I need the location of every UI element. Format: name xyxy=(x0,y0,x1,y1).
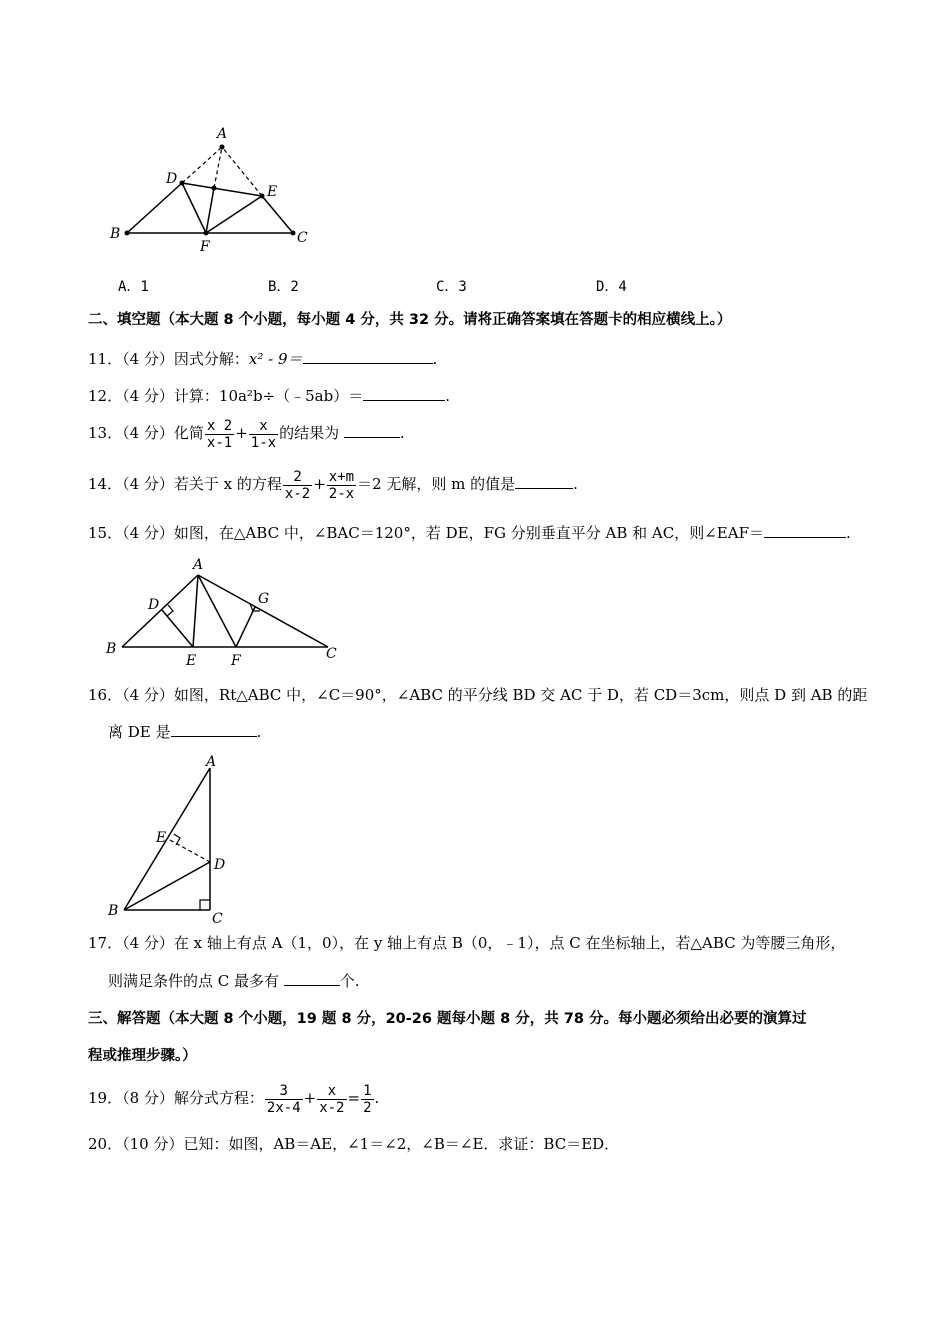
figure-q10 xyxy=(100,120,330,255)
section-3-title-line-1: 三、解答题（本大题 8 个小题，19 题 8 分，20-26 题每小题 8 分，共 78 分。每小题必须给出必要的演算过 xyxy=(88,1011,807,1027)
question-12 xyxy=(88,386,450,406)
question-19 xyxy=(88,1079,379,1117)
section-3-title-line-2: 程或推理步骤。） xyxy=(88,1048,197,1064)
label-E: E xyxy=(156,830,167,846)
figure-q16 xyxy=(100,752,240,927)
label-D: D xyxy=(214,857,226,873)
question-17-line-2 xyxy=(108,971,360,991)
label-A: A xyxy=(206,754,217,770)
q14-fraction-2 xyxy=(327,469,356,502)
q17-answer-blank[interactable] xyxy=(284,971,340,986)
label-F: F xyxy=(200,239,210,255)
q13-suffix: 的结果为 xyxy=(279,424,340,442)
q14-end: . xyxy=(573,475,578,493)
q13-answer-blank[interactable] xyxy=(344,423,400,438)
q14-f1-num: 2 xyxy=(283,469,312,486)
label-D: D xyxy=(166,171,178,187)
q13-fraction-2 xyxy=(249,418,278,451)
q14-suffix: ＝2 无解，则 m 的值是 xyxy=(357,475,516,493)
figure-q15 xyxy=(100,555,350,670)
q17-line2: 则满足条件的点 C 最多有 xyxy=(108,972,280,990)
q15-text: 15．（4 分）如图，在△ABC 中，∠BAC＝120°，若 DE，FG 分别垂直平分 AB 和 AC，则∠EAF＝ xyxy=(88,524,764,542)
label-E: E xyxy=(186,653,197,669)
question-14 xyxy=(88,465,578,503)
question-16-line-2 xyxy=(108,722,261,742)
option-d: D．4 xyxy=(596,279,627,295)
label-B: B xyxy=(106,641,117,657)
label-A: A xyxy=(217,126,228,142)
label-G: G xyxy=(258,591,270,607)
q16-end: . xyxy=(256,723,262,741)
option-b: B．2 xyxy=(268,279,299,295)
q16-line2: 离 DE 是 xyxy=(108,723,171,741)
q14-f2-den: 2-x xyxy=(328,485,355,502)
q14-answer-blank[interactable] xyxy=(515,474,573,489)
q14-f2-num: x+m xyxy=(328,468,355,485)
q17-end: 个. xyxy=(339,972,360,990)
q12-expr: 10a²b÷（﹣5ab）＝ xyxy=(218,387,364,405)
q11-prefix: 11．（4 分）因式分解： xyxy=(88,350,249,368)
question-11 xyxy=(88,349,437,369)
label-B: B xyxy=(110,226,121,242)
q19-f2-den: x-2 xyxy=(319,1099,345,1116)
q16-answer-blank[interactable] xyxy=(171,722,257,737)
label-A: A xyxy=(193,557,204,573)
label-F: F xyxy=(231,653,241,669)
q19-f2-num: x xyxy=(317,1083,346,1100)
q19-f3-den: 2 xyxy=(363,1099,372,1116)
q19-f1-num: 3 xyxy=(265,1083,303,1100)
q19-fraction-3 xyxy=(361,1083,373,1116)
q11-answer-blank[interactable] xyxy=(303,349,433,364)
q14-fraction-1 xyxy=(283,469,312,502)
section-2-title: 二、填空题（本大题 8 个小题，每小题 4 分，共 32 分。请将正确答案填在答题卡的相应横线上。） xyxy=(88,312,732,328)
q19-eq: = xyxy=(347,1089,361,1107)
q13-fraction-1 xyxy=(205,418,234,451)
question-13 xyxy=(88,414,405,452)
question-15 xyxy=(88,523,851,543)
q13-f1-num: x 2 xyxy=(206,417,233,434)
label-B: B xyxy=(108,903,119,919)
q19-fraction-1 xyxy=(265,1083,303,1116)
q13-plus: + xyxy=(235,424,248,442)
q11-expr: x² - 9＝ xyxy=(248,350,303,368)
q19-prefix: 19．（8 分）解分式方程： xyxy=(88,1089,264,1107)
q19-f3-num: 1 xyxy=(363,1082,372,1099)
q19-fraction-2 xyxy=(317,1083,346,1116)
label-C: C xyxy=(212,911,223,927)
q15-answer-blank[interactable] xyxy=(764,523,846,538)
q14-f1-den: x-2 xyxy=(284,485,311,502)
q13-f2-den: 1-x xyxy=(250,434,277,451)
q15-end: . xyxy=(845,524,851,542)
option-c: C．3 xyxy=(436,279,467,295)
q12-end: . xyxy=(445,387,450,405)
q13-prefix: 13．（4 分）化简 xyxy=(88,424,204,442)
label-C: C xyxy=(297,230,308,246)
q19-plus: + xyxy=(303,1089,317,1107)
q13-f1-den: x-1 xyxy=(206,434,233,451)
label-D: D xyxy=(148,597,160,613)
q12-prefix: 12．（4 分）计算： xyxy=(88,387,219,405)
q12-answer-blank[interactable] xyxy=(363,386,445,401)
q19-f1-den: 2x-4 xyxy=(266,1099,301,1116)
q14-prefix: 14．（4 分）若关于 x 的方程 xyxy=(88,475,282,493)
question-16-line-1: 16．（4 分）如图，Rt△ABC 中，∠C＝90°，∠ABC 的平分线 BD 交 AC 于 D，若 CD＝3cm，则点 D 到 AB 的距 xyxy=(88,686,868,704)
q14-plus: + xyxy=(313,475,326,493)
label-C: C xyxy=(326,646,337,662)
option-a: A．1 xyxy=(118,279,149,295)
question-20: 20．（10 分）已知：如图，AB＝AE，∠1＝∠2，∠B＝∠E．求证：BC＝ED． xyxy=(88,1135,620,1153)
q11-end: . xyxy=(432,350,438,368)
question-17-line-1: 17．（4 分）在 x 轴上有点 A（1，0），在 y 轴上有点 B（0，﹣1），点 C 在坐标轴上，若△ABC 为等腰三角形， xyxy=(88,934,846,952)
q13-end: . xyxy=(399,424,405,442)
label-E: E xyxy=(267,184,278,200)
q19-end: . xyxy=(374,1089,380,1107)
q13-f2-num: x xyxy=(249,418,278,435)
